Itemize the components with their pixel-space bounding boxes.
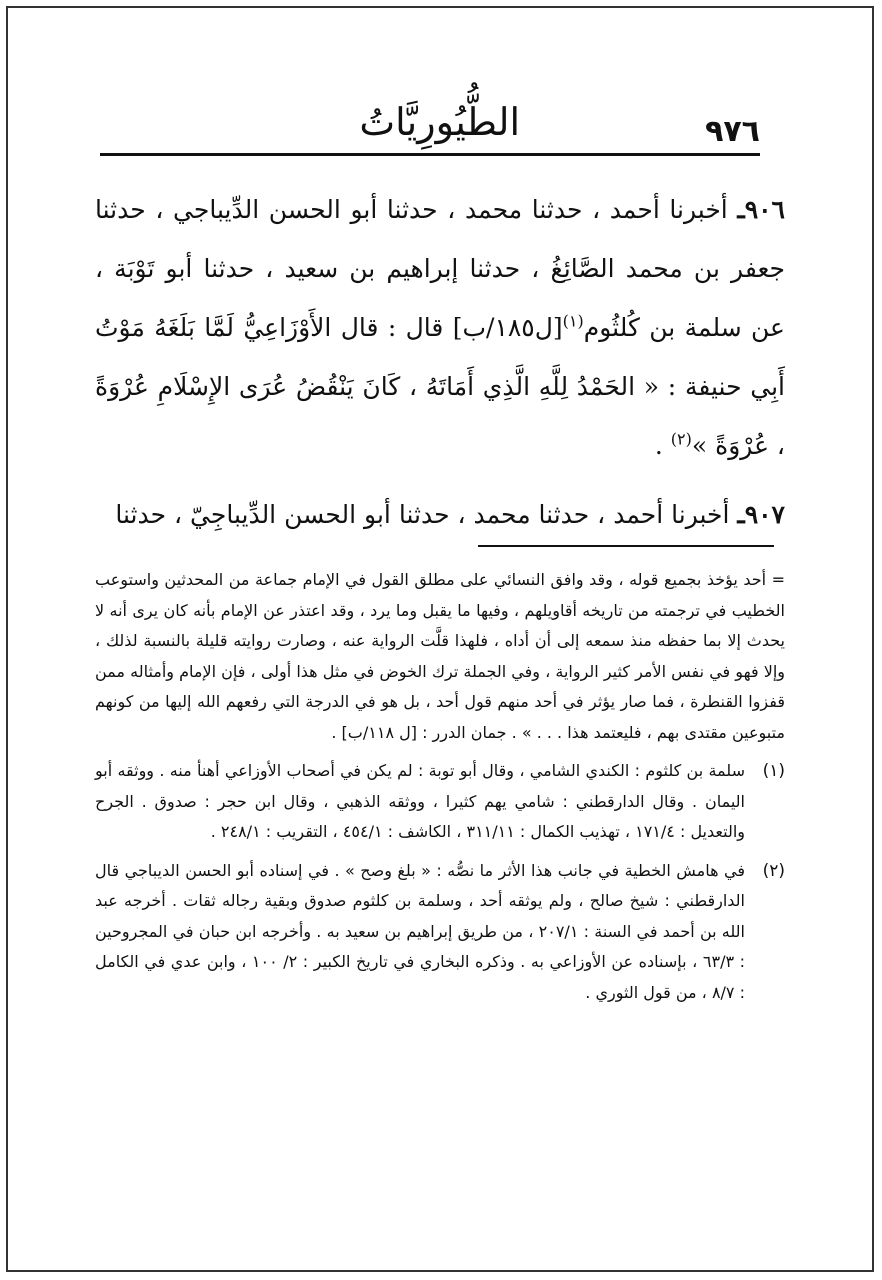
footnote-ref-1: (١) bbox=[562, 311, 584, 331]
footnotes bbox=[95, 565, 785, 1008]
footnote-separator bbox=[478, 545, 774, 547]
hadith-906 bbox=[95, 180, 785, 475]
page-header bbox=[100, 100, 760, 160]
header-rule bbox=[100, 153, 760, 156]
footnote-ref-2: (٢) bbox=[670, 429, 692, 449]
hadith-number: ٩٠٧ـ bbox=[737, 500, 785, 529]
page-number: ٩٧٦ bbox=[705, 114, 760, 149]
hadith-text: [ل١٨٥/ب] قال : قال الأَوْزَاعِيُّ لَمَّا بَلَغَهُ مَوْتُ أَبِي حنيفة : « الحَمْدُ لِلَّهِ الَّذِي أَمَاتَهُ ، كَانَ يَنْقُضُ عُرَى الإِسْلَامِ عُرْوَةً ، عُرْوَةً » bbox=[95, 313, 785, 460]
footnote-2 bbox=[95, 856, 785, 1009]
hadith-text: أخبرنا أحمد ، حدثنا محمد ، حدثنا أبو الحسن الدِّيباجِيّ ، حدثنا bbox=[115, 500, 738, 529]
hadith-text: . bbox=[654, 431, 671, 460]
footnote-1 bbox=[95, 756, 785, 848]
running-title: الطُّيُورِيَّاتُ bbox=[359, 100, 520, 144]
hadith-text: أخبرنا أحمد ، حدثنا محمد ، حدثنا أبو الحسن الدِّيباجي ، حدثنا جعفر بن محمد الصَّائِغُ ، حدثنا إبراهيم بن سعيد ، حدثنا أبو تَوْبَة ، عن سلمة بن كُلثُوم bbox=[95, 195, 785, 342]
hadith-907 bbox=[95, 485, 785, 544]
footnote-continuation: = أحد يؤخذ بجميع قوله ، وقد وافق النسائي على مطلق القول في الإمام جماعة من المحدثين واستوعب الخطيب في ترجمته من تاريخه أقاويلهم ، وفيها ما يقبل وما يرد ، وقد اعتذر عن الإمام بأنه كان يرى أنه لا يحدث إلا بما حفظه منذ سمعه إلى أن أداه ، فلهذا قلَّت الرواية عنه ، وصارت روايته قليلة بالنسبة لذلك ، وإلا فهو في نفس الأمر كثير الرواية ، وفي الجملة ترك الخوض في مثل هذا أولى ، فإن الإمام وأمثاله ممن قفزوا القنطرة ، فما صار يؤثر في أحد منهم قول أحد ، بل هو في الدرجة التي رفعهم الله إليها من كونهم متبوعين مقتدى بهم ، فليعتمد هذا . . . » . جمان الدرر : [ل ١١٨/ب] . bbox=[95, 570, 785, 742]
footnote-marker: (٢) bbox=[762, 860, 785, 881]
footnote-text: سلمة بن كلثوم : الكندي الشامي ، وقال أبو توبة : لم يكن في أصحاب الأوزاعي أهنأ منه . ووثقه أبو اليمان . وقال الدارقطني : شامي يهم كثيرا ، ووثقه الذهبي ، وقال ابن حجر : صدوق . الجرح والتعديل : ١٧١/٤ ، تهذيب الكمال : ٣١١/١١ ، الكاشف : ٤٥٤/١ ، التقريب : ٢٤٨/١ . bbox=[95, 761, 745, 841]
main-text bbox=[95, 180, 785, 544]
footnote-marker: (١) bbox=[762, 761, 785, 781]
hadith-number: ٩٠٦ـ bbox=[737, 195, 785, 224]
footnote-text: في هامش الخطية في جانب هذا الأثر ما نصُّه : « بلغ وصح » . في إسناده أبو الحسن الديباجي قال الدارقطني : شيخ صالح ، ولم يوثقه أحد ، وسلمة بن كلثوم صدوق وبقية رجاله ثقات . أخرجه عبد الله بن أحمد في السنة : ٢٠٧/١ ، من طريق إبراهيم بن سعيد به . وأخرجه ابن حبان في المجروحين : ٦٣/٣ ، بإسناده عن الأوزاعي به . وذكره البخاري في تاريخ الكبير : ٢/ ١٠٠ ، وابن عدي في الكامل : ٨/٧ ، من قول الثوري . bbox=[95, 860, 746, 1002]
